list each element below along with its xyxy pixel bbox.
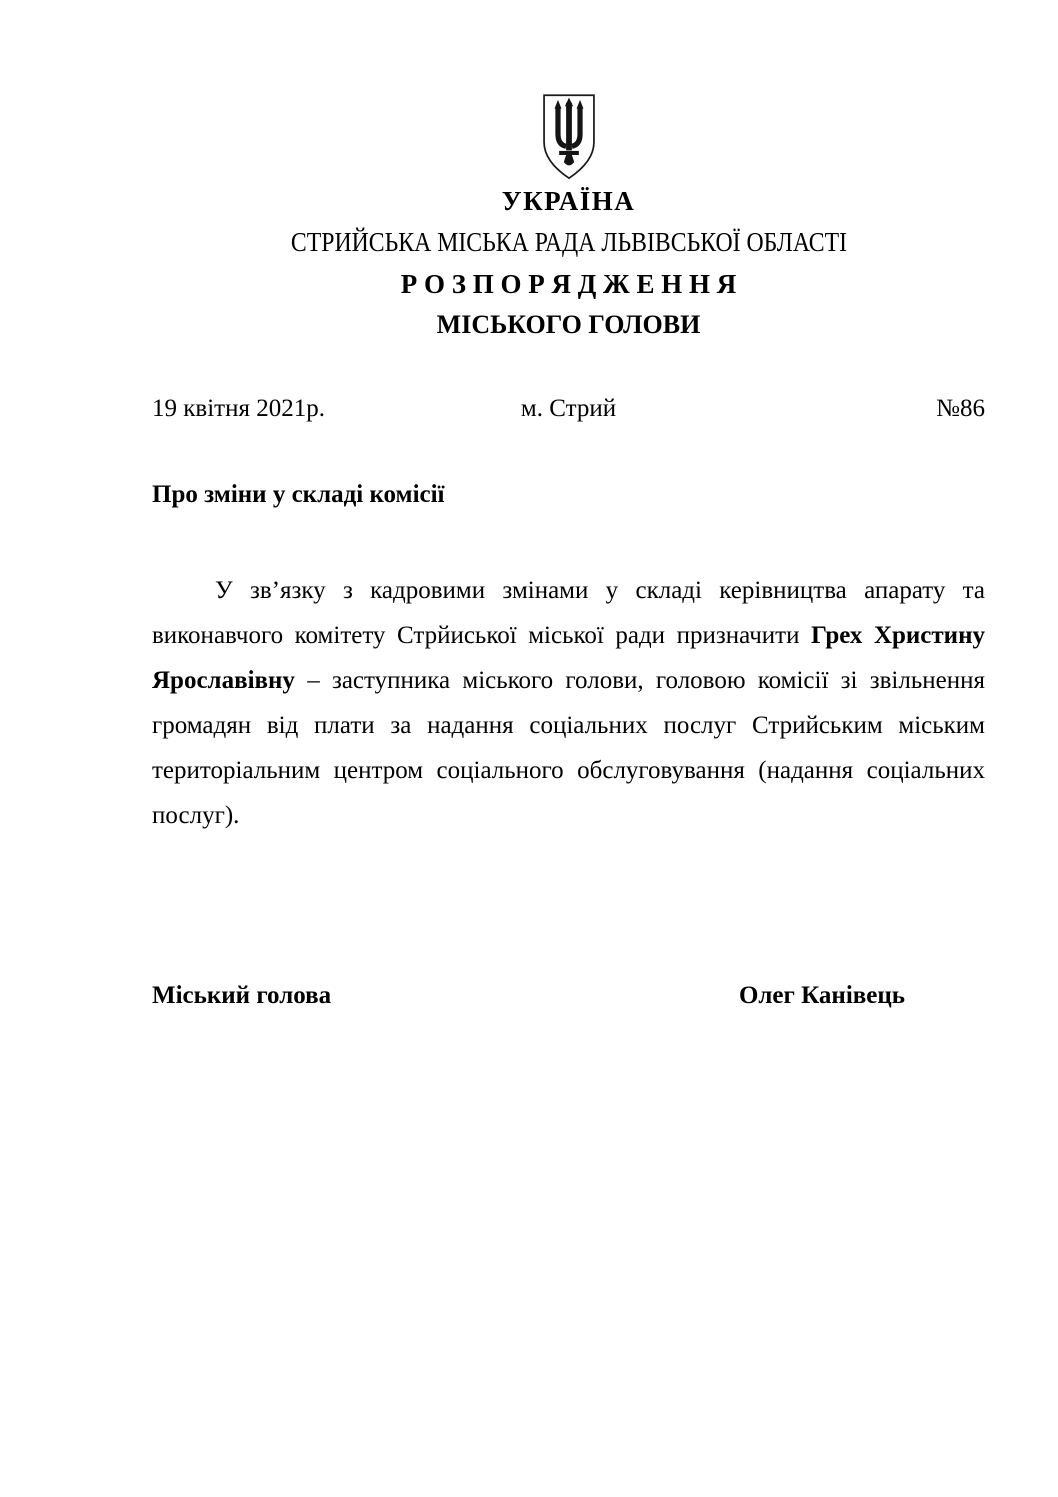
body-text-segment-bold: Грех Христину	[811, 621, 985, 649]
document-date: 19 квітня 2021р.	[152, 394, 325, 422]
body-text-segment: територіальним центром соціального обслуговування (надання соціальних	[152, 756, 985, 784]
body-line	[152, 703, 985, 748]
ukraine-trident-icon	[540, 93, 598, 181]
council-title	[152, 228, 985, 258]
document-meta-row	[152, 394, 985, 424]
body-text-segment: громадян від плати за надання соціальних послуг Стрийським міським	[152, 711, 985, 739]
body-text-segment: У зв’язку з кадровими змінами у складі керівництва апарату та	[215, 576, 985, 604]
country-name: УКРАЇНА	[501, 186, 636, 216]
body-text-segment: виконавчого комітету Стрйиської міської ради призначити	[152, 621, 812, 649]
body-line	[152, 613, 985, 658]
body-line	[152, 658, 985, 703]
document-number: №86	[936, 394, 985, 422]
document-issuer-title: МІСЬКОГО ГОЛОВИ	[436, 310, 701, 340]
document-place: м. Стрий	[520, 394, 617, 422]
signature-row	[152, 982, 985, 1010]
body-line	[152, 568, 985, 613]
document-subject: Про зміни у складі комісії	[152, 480, 445, 508]
signature-name: Олег Канівець	[738, 981, 905, 1009]
document-type-title: Р О З П О Р Я Д Ж Е Н Н Я	[400, 269, 737, 300]
emblem-block	[152, 93, 985, 217]
body-text-segment-bold: Ярославівну	[152, 666, 295, 694]
signature-role: Міський голова	[152, 981, 332, 1009]
body-text-segment: послуг).	[152, 801, 240, 829]
body-text-segment: – заступника міського голови, головою комісії зі звільнення	[294, 666, 985, 694]
body-line	[152, 748, 985, 793]
document-body	[152, 568, 985, 838]
council-title-text: СТРИЙСЬКА МІСЬКА РАДА ЛЬВІВСЬКОЇ ОБЛАСТІ	[290, 226, 847, 257]
body-line	[152, 793, 985, 838]
